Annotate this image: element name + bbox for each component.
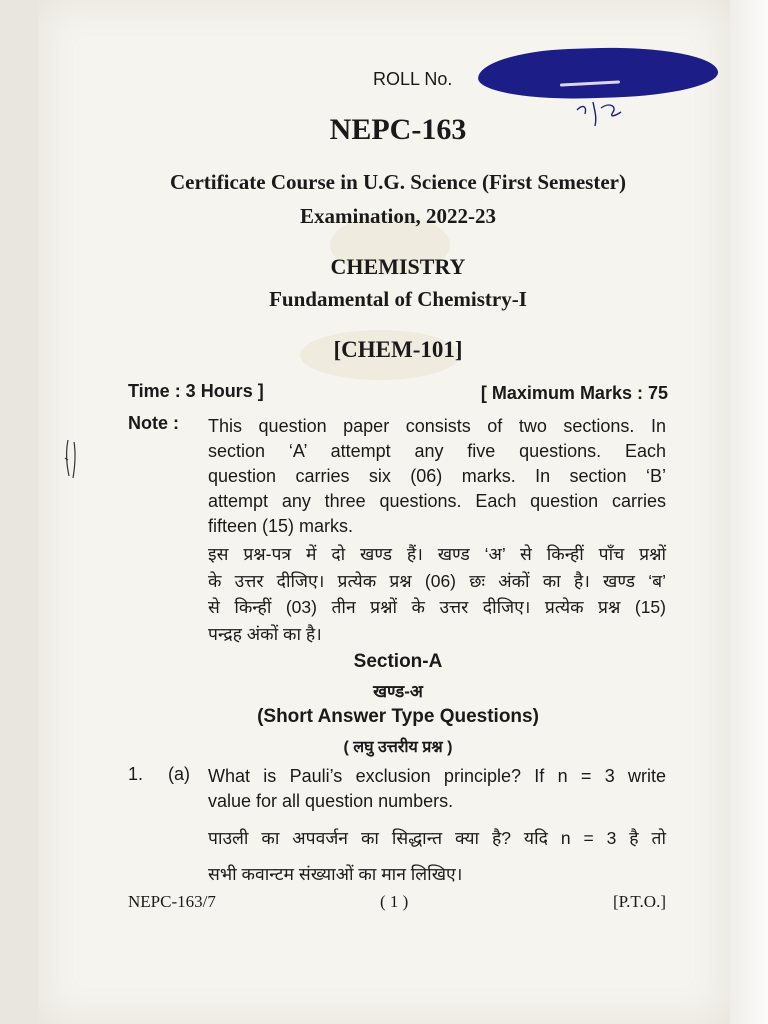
note-hindi [208, 541, 666, 647]
paper-code-title: NEPC-163 [329, 113, 467, 146]
course-code: [CHEM-101] [333, 337, 463, 362]
maximum-marks: [ Maximum Marks : 75 [480, 383, 668, 403]
question-part: (a) [168, 764, 190, 784]
section-title: Section-A [353, 651, 443, 672]
note-label: Note : [128, 413, 179, 433]
paper-title: Fundamental of Chemistry-I [269, 287, 527, 311]
please-turn-over: [P.T.O.] [612, 892, 666, 911]
note-line: question carries six (06) marks. In section ‘B’ [208, 466, 666, 486]
page-edge [730, 0, 768, 1024]
section-type-hindi: ( लघु उत्तरीय प्रश्न ) [343, 739, 453, 756]
question-hindi-line: सभी कवान्टम संख्याओं का मान लिखिए। [208, 864, 463, 884]
question-line: What is Pauli’s exclusion principle? If n = 3 write [208, 766, 666, 786]
roll-number-label: ROLL No. [373, 69, 453, 89]
note-hindi-line: से किन्हीं (03) तीन प्रश्नों के उत्तर दीजिए। प्रत्येक प्रश्न (15) [208, 597, 666, 617]
note-line: fifteen (15) marks. [208, 516, 354, 536]
note-english [208, 414, 666, 539]
note-hindi-line: के उत्तर दीजिए। प्रत्येक प्रश्न (06) छः अंकों का है। खण्ड ‘ब’ [208, 570, 666, 591]
footer-paper-code: NEPC-163/7 [128, 892, 216, 911]
note-line: attempt any three questions. Each question carries [208, 491, 666, 511]
question-line: value for all question numbers. [208, 791, 454, 811]
question-hindi-line: पाउली का अपवर्जन का सिद्धान्त क्या है? यदि n = 3 है तो [208, 828, 666, 848]
note-line: section ‘A’ attempt any five questions. Each [208, 441, 666, 461]
note-line: This question paper consists of two sections. In [208, 416, 666, 436]
subject-title: CHEMISTRY [330, 254, 466, 279]
question-hindi [208, 820, 666, 892]
question-number: 1. [128, 764, 144, 784]
section-title-hindi: खण्ड-अ [373, 682, 423, 701]
note-hindi-line: पन्द्रह अंकों का है। [208, 623, 322, 644]
examination-line: Examination, 2022-23 [299, 204, 496, 228]
course-line: Certificate Course in U.G. Science (First Semester) [169, 170, 626, 194]
margin-pen-mark [62, 436, 82, 482]
page-number: ( 1 ) [380, 892, 409, 911]
section-type: (Short Answer Type Questions) [257, 706, 539, 727]
question-english [208, 764, 666, 814]
time-allowed: Time : 3 Hours ] [128, 381, 264, 401]
note-hindi-line: इस प्रश्न-पत्र में दो खण्ड हैं। खण्ड ‘अ’ से किन्हीं पाँच प्रश्नों [208, 544, 666, 564]
